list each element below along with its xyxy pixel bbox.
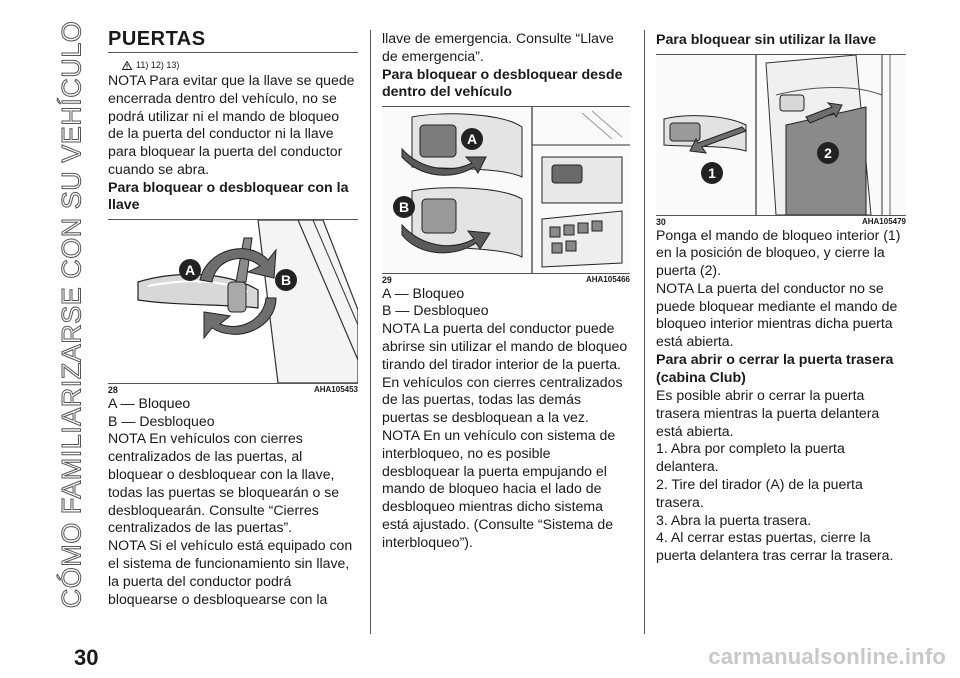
figure-number: 29 (382, 274, 392, 285)
column-divider (370, 30, 371, 634)
legend-item: A — Bloqueo (108, 394, 191, 411)
figure-code: AHA105466 (585, 274, 630, 284)
legend-item: A — Bloqueo (382, 284, 465, 301)
interior-handle-illustration (382, 107, 630, 273)
key-lock-illustration (108, 220, 358, 383)
paragraph: llave de emergencia. Consulte “Llave de emergencia”. (382, 30, 614, 64)
step-item: 1. Abra por completo la puerta delantera. (656, 440, 845, 475)
chapter-side-title-text: CÓMO FAMILIARIZARSE CON SU VEHÍCULO (56, 20, 87, 608)
figure-label-2: 2 (824, 144, 832, 161)
note-paragraph: NOTA Para evitar que la llave se quede encerrada dentro del vehículo, no se podrá utilizar ni el mando de bloqueo de la puerta del conductor ni la llave para bloquear la puerta del conductor cuando se abra. (108, 72, 355, 177)
legend-item: B — Desbloqueo (382, 302, 489, 319)
figure-label-a: A (184, 261, 196, 278)
figure-label-b: B (280, 271, 292, 288)
step-item: 3. Abra la puerta trasera. (656, 511, 812, 528)
page-number: 30 (74, 645, 99, 670)
subheading: Para bloquear o desbloquear desde dentro del vehículo (382, 66, 623, 101)
step-item: 2. Tire del tirador (A) de la puerta trasera. (656, 476, 863, 510)
figure-number: 30 (656, 216, 666, 227)
figure-label-b: B (398, 198, 410, 215)
note-paragraph: NOTA Si el vehículo está equipado con el sistema de funcionamiento sin llave, la puerta del conductor podrá bloquearse o desbloquearse con la (108, 537, 353, 607)
paragraph: Es posible abrir o cerrar la puerta trasera mientras la puerta delantera está abierta. (656, 387, 880, 439)
figure-label-1: 1 (708, 164, 716, 181)
subheading: Para bloquear sin utilizar la llave (656, 32, 876, 48)
column-divider (644, 30, 645, 634)
figure-number: 28 (108, 384, 118, 395)
note-paragraph: NOTA En un vehículo con sistema de interbloqueo, no es posible desbloquear la puerta empujando el mando de bloqueo hacia el lado de desbloqueo mientras dicho sistema está ajustado. (Consulte “Sistema de interbloqueo”). (382, 426, 616, 550)
note-paragraph: NOTA La puerta del conductor puede abrirse sin utilizar el mando de bloqueo tirando del tirador interior de la puerta. En vehículos con cierres centralizados de las puertas, todas las demás puertas se desbloquean a la vez. (382, 320, 628, 426)
notes-refs: 11) 12) 13) (136, 60, 180, 70)
warning-triangle-icon (122, 61, 132, 70)
paragraph: Ponga el mando de bloqueo interior (1) en la posición de bloqueo, y cierre la puerta (2). (656, 226, 901, 279)
figure-caption (656, 217, 906, 227)
watermark: carmanualsonline.info (708, 644, 946, 669)
column-3 (656, 32, 906, 565)
subheading: Para bloquear o desbloquear con la llave (108, 179, 349, 214)
figure-28 (108, 219, 358, 384)
legend-item: B — Desbloqueo (108, 412, 215, 429)
figure-code: AHA105479 (861, 216, 906, 226)
door-lock-illustration (656, 55, 906, 215)
chapter-side-title (46, 16, 98, 612)
figure-caption (382, 275, 630, 285)
section-title: PUERTAS (108, 28, 358, 53)
note-paragraph: NOTA En vehículos con cierres centralizados de las puertas, al bloquear o desbloquear con la llave, todas las puertas se bloquearán o se desbloquearán. Consulte “Cierres centralizados de las puertas”. (108, 430, 340, 536)
figure-29 (382, 106, 630, 274)
figure-code: AHA105453 (313, 384, 358, 394)
figure-30 (656, 54, 906, 216)
warning-notes (108, 60, 358, 70)
note-paragraph: NOTA La puerta del conductor no se puede bloquear mediante el mando de bloqueo interior mientras dicha puerta está abierta. (656, 279, 898, 350)
figure-caption (108, 385, 358, 395)
column-1 (108, 28, 358, 608)
subheading: Para abrir o cerrar la puerta trasera (cabina Club) (656, 352, 894, 386)
column-2 (382, 30, 630, 552)
figure-label-a: A (466, 130, 478, 147)
step-item: 4. Al cerrar estas puertas, cierre la puerta delantera tras cerrar la trasera. (656, 529, 894, 564)
